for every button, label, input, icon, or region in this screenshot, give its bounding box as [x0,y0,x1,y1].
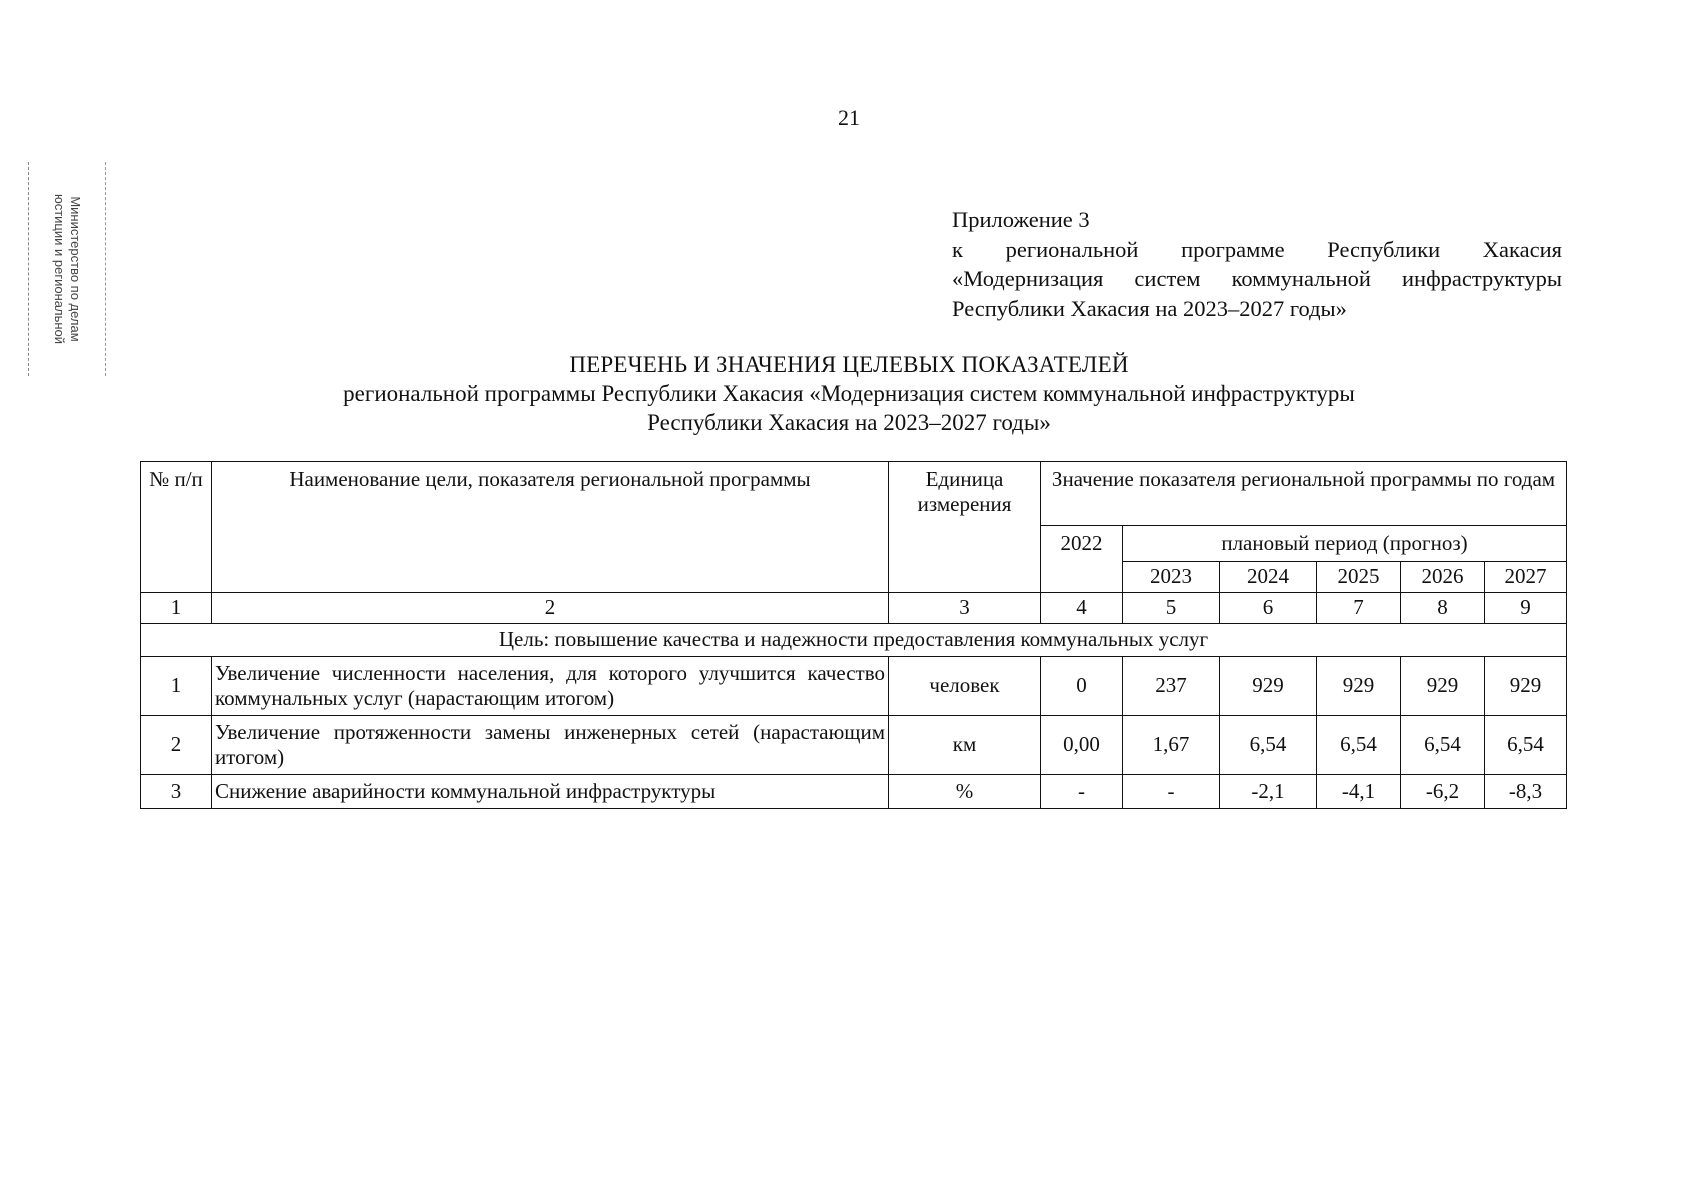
column-number: 1 [141,592,212,623]
header-year: 2026 [1401,561,1485,592]
column-number: 6 [1220,592,1317,623]
row-value: 6,54 [1317,715,1401,774]
header-year: 2024 [1220,561,1317,592]
row-value: 1,67 [1123,715,1220,774]
appendix-note [952,205,1562,323]
row-value: - [1041,774,1123,808]
registration-stamp [28,162,106,376]
row-value: 0 [1041,656,1123,715]
row-unit: человек [889,656,1041,715]
row-value: - [1123,774,1220,808]
row-unit: % [889,774,1041,808]
row-unit: км [889,715,1041,774]
column-number: 5 [1123,592,1220,623]
column-number: 9 [1485,592,1567,623]
row-value: 929 [1401,656,1485,715]
table-row [141,715,1567,774]
row-value: 929 [1317,656,1401,715]
column-number: 2 [212,592,889,623]
document-title [0,350,1698,437]
column-number: 7 [1317,592,1401,623]
title-heading: ПЕРЕЧЕНЬ И ЗНАЧЕНИЯ ЦЕЛЕВЫХ ПОКАЗАТЕЛЕЙ [569,352,1129,377]
header-num: № п/п [141,462,212,593]
header-year: 2023 [1123,561,1220,592]
row-value: 237 [1123,656,1220,715]
header-unit: Единица измерения [889,462,1041,593]
header-year: 2025 [1317,561,1401,592]
title-subtitle-1: региональной программы Республики Хакасия «Модернизация систем коммунальной инфраструктуры [343,381,1355,406]
row-num: 2 [141,715,212,774]
column-number: 4 [1041,592,1123,623]
goal-text: Цель: повышение качества и надежности предоставления коммунальных услуг [141,623,1567,656]
column-numbers-row [141,592,1567,623]
page-number: 21 [838,105,860,130]
header-values: Значение показателя региональной программы по годам [1041,462,1567,526]
appendix-line-3: «Модернизация систем коммунальной инфраструктуры [952,266,1562,291]
indicators-table [140,461,1567,809]
row-name: Снижение аварийности коммунальной инфраструктуры [212,774,889,808]
row-num: 3 [141,774,212,808]
appendix-line-4: Республики Хакасия на 2023–2027 годы» [952,295,1347,321]
header-base-year: 2022 [1041,526,1123,562]
header-row-1 [141,462,1567,526]
header-year: 2027 [1485,561,1567,592]
row-num: 1 [141,656,212,715]
table-row [141,656,1567,715]
appendix-line-1: Приложение 3 [952,207,1090,232]
row-value: -4,1 [1317,774,1401,808]
table-row [141,774,1567,808]
row-value: 0,00 [1041,715,1123,774]
header-plan-period: плановый период (прогноз) [1123,526,1567,562]
row-value: 6,54 [1220,715,1317,774]
row-name: Увеличение протяженности замены инженерных сетей (нарастающим итогом) [212,715,889,774]
row-value: 929 [1485,656,1567,715]
goal-row [141,623,1567,656]
row-value: -8,3 [1485,774,1567,808]
column-number: 8 [1401,592,1485,623]
row-value: -6,2 [1401,774,1485,808]
column-number: 3 [889,592,1041,623]
row-value: -2,1 [1220,774,1317,808]
appendix-line-2: к региональной программе Республики Хакасия [952,236,1562,262]
row-value: 6,54 [1485,715,1567,774]
row-value: 929 [1220,656,1317,715]
registration-stamp-text: Министерство по делам юстиции и региональной [52,193,83,345]
title-subtitle-2: Республики Хакасия на 2023–2027 годы» [647,410,1051,435]
row-name: Увеличение численности населения, для которого улучшится качество коммунальных услуг (нарастающим итогом) [212,656,889,715]
header-name: Наименование цели, показателя региональной программы [212,462,889,593]
row-value: 6,54 [1401,715,1485,774]
header-base-year-spacer [1041,561,1123,592]
